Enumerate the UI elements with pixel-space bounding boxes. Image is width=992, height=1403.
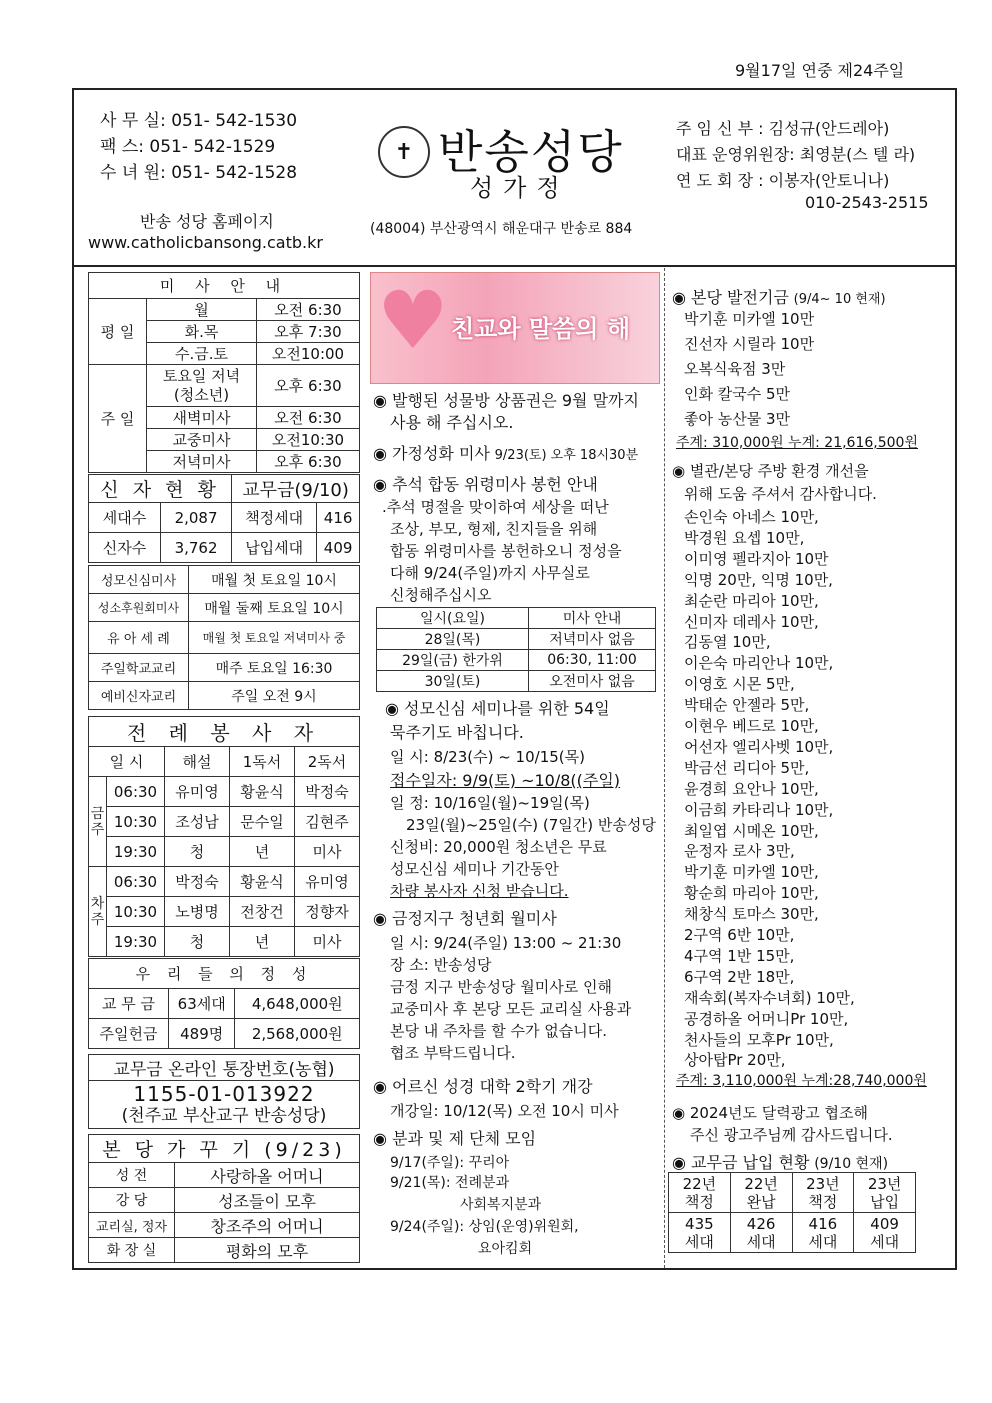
server-name: 유미영 [295,867,360,897]
stat-label: 책정세대 [232,503,317,533]
server-time: 19:30 [107,837,165,867]
chuseok-table [376,607,656,692]
believers-table [88,474,360,563]
kitchen-donor: 박금선 리디아 5만, [684,758,810,777]
stat-label: 세대수 [89,503,161,533]
server-time: 06:30 [107,777,165,807]
mass-time: 오후 6:30 [257,365,360,407]
server-name: 년 [230,837,295,867]
due-status-table [668,1172,916,1253]
server-name: 미사 [295,837,360,867]
stat-value: 416 [317,503,360,533]
kitchen-title: ◉ 별관/본당 주방 환경 개선을 [672,462,869,480]
mass-day: 토요일 저녁 (청소년) [147,365,257,407]
fund-period: (9/4~ 10 현재) [793,292,886,307]
heart-icon: ♥ [377,274,449,367]
stat-label: 납입세대 [232,533,317,563]
kitchen-donor: 박경원 요셉 10만, [684,528,805,547]
seminar-title: ◉ 성모신심 세미나를 위한 54일 [385,699,610,718]
youth-title: ◉ 금정지구 청년회 월미사 [373,909,557,928]
staff-phone: 010-2543-2515 [805,193,929,212]
offering-table [88,958,360,1049]
event-time: 주일 오전 9시 [189,682,360,710]
calendar-notice-2: 주신 광고주님께 감사드립니다. [690,1126,893,1144]
offering-label: 교 무 금 [89,989,169,1019]
week-label: 차주 [89,867,107,957]
chuseok-line: 다해 9/24(주일)까지 사무실로 [390,564,590,582]
server-time: 10:30 [107,897,165,927]
due-header: 23년 납입 [854,1173,916,1213]
due-value: 435 세대 [669,1213,731,1253]
offering-amount: 2,568,000원 [235,1019,360,1049]
account-title: 교무금 온라인 통장번호(농협) [89,1055,360,1081]
seminar-title-2: 묵주기도 바칩니다. [390,723,524,742]
kitchen-title-2: 위해 도움 주셔서 감사합니다. [684,485,877,503]
believers-title: 신 자 현 황 [89,475,232,503]
calendar-notice: ◉ 2024년도 달력광고 협조해 [672,1104,868,1122]
server-name: 청 [165,927,230,957]
stat-value: 409 [317,533,360,563]
server-name: 박정숙 [165,867,230,897]
groups-line: 사회복지분과 [460,1197,542,1213]
chuseok-mass: 저녁미사 없음 [529,629,656,650]
chuseok-mass: 06:30, 11:00 [529,650,656,671]
due-status-heading [672,1150,888,1173]
fund-item: 박기훈 미카엘 10만 [684,310,815,328]
groups-line: 9/24(주일): 상임(운영)위원회, [390,1219,579,1235]
server-time: 06:30 [107,867,165,897]
mass-time: 오전 6:30 [257,299,360,321]
kitchen-donor: 재속회(복자수녀회) 10만, [684,988,855,1007]
bible-line: 개강일: 10/12(목) 오전 10시 미사 [390,1102,619,1120]
mass-time: 오후 6:30 [257,451,360,473]
kitchen-donor: 박태순 안젤라 5만, [684,696,810,715]
stat-label: 신자수 [89,533,161,563]
event-time: 매월 첫 토요일 10시 [189,566,360,594]
event-time: 매월 첫 토요일 저녁미사 중 [189,622,360,654]
servers-header: 해설 [165,747,230,777]
kitchen-donor: 최순란 마리아 10만, [684,591,819,610]
cleaning-place: 교리실, 정자 [89,1213,175,1238]
cleaning-place: 강 당 [89,1188,175,1213]
kitchen-donor: 이영호 시몬 5만, [684,675,795,694]
mass-day: 교중미사 [147,429,257,451]
seminar-line: 일 정: 10/16일(월)~19일(목) [390,794,590,812]
due-value: 426 세대 [730,1213,792,1253]
event-label: 예비신자교리 [89,682,189,710]
seminar-line: 신청비: 20,000원 청소년은 무료 [390,838,607,856]
youth-line: 본당 내 주차를 할 수가 없습니다. [390,1022,607,1040]
server-name: 김현주 [295,807,360,837]
kitchen-donor: 운정자 로사 3만, [684,842,795,861]
kitchen-donor: 신미자 데레사 10만, [684,612,819,631]
account-owner: (천주교 부산교구 반송성당) [121,1105,327,1126]
chuseok-line: 신청해주십시오 [390,586,492,604]
groups-line: 9/21(목): 전례분과 [390,1175,510,1191]
server-name: 정향자 [295,897,360,927]
kitchen-donor: 이미영 펠라지아 10만 [684,549,829,568]
kitchen-donor: 6구역 2반 18만, [684,967,795,986]
kitchen-donor: 4구역 1반 15만, [684,946,795,965]
chuseok-line: .추석 명절을 맞이하여 세상을 떠난 [382,498,609,516]
event-label: 성모신심미사 [89,566,189,594]
groups-line: 요아킴회 [478,1241,533,1257]
youth-line: 교중미사 후 본당 모든 교리실 사용과 [390,1000,632,1018]
fund-item: 인화 칼국수 5만 [684,385,791,403]
event-label: 주일학교교리 [89,654,189,682]
servers-table [88,716,360,957]
office-phone: 사 무 실: 051- 542-1530 [100,111,298,131]
cleaning-place: 화 장 실 [89,1238,175,1263]
staff-prayer: 연 도 회 장 : 이봉자(안토니나) [676,171,890,190]
stat-value: 2,087 [160,503,231,533]
kitchen-donor: 황순희 마리아 10만, [684,884,819,903]
kitchen-donor: 최일엽 시메온 10만, [684,821,819,840]
issue-date: 9월17일 연중 제24주일 [735,61,905,80]
kitchen-donor: 어선자 엘리사벳 10만, [684,737,834,756]
chuseok-mass: 오전미사 없음 [529,671,656,692]
church-logo-icon: ✝ [378,126,430,178]
column-divider [664,268,665,1268]
mass-day: 새벽미사 [147,407,257,429]
server-time: 10:30 [107,807,165,837]
gift-notice: ◉ 발행된 성물방 상품권은 9월 말까지 [373,391,639,410]
header-divider [72,265,957,267]
due-title: 교무금(9/10) [232,475,360,503]
event-label: 성소후원회미사 [89,594,189,622]
account-number: 1155-01-013922 [133,1081,315,1106]
fund-title: ◉ 본당 발전기금 [672,288,789,307]
server-name: 노병명 [165,897,230,927]
mass-time: 오후 7:30 [257,321,360,343]
staff-pastor: 주 임 신 부 : 김성규(안드레아) [676,119,890,138]
server-name: 청 [165,837,230,867]
kitchen-donor: 이은숙 마리안나 10만, [684,654,834,673]
server-name: 조성남 [165,807,230,837]
offering-title: 우 리 들 의 정 성 [89,959,360,989]
cleaning-title: 본 당 가 꾸 기 (9/23) [89,1135,360,1163]
cleaning-table [88,1134,360,1263]
mass-day: 월 [147,299,257,321]
seminar-line: 성모신심 세미나 기간동안 [390,860,559,878]
fund-heading [672,285,886,308]
bible-title: ◉ 어르신 성경 대학 2학기 개강 [373,1077,593,1096]
convent-phone: 수 녀 원: 051- 542-1528 [100,163,298,183]
kitchen-donor: 이현우 베드로 10만, [684,717,819,735]
account-table [88,1054,360,1129]
due-header: 22년 책정 [669,1173,731,1213]
week-label: 금주 [89,777,107,867]
fax-number: 팩 스: 051- 542-1529 [100,137,276,157]
fund-item: 오복식육점 3만 [684,360,786,378]
sunday-label: 주 일 [89,365,147,473]
chuseok-day: 28일(목) [377,629,529,650]
server-name: 황윤식 [230,867,295,897]
due-value: 416 세대 [792,1213,854,1253]
stat-value: 3,762 [160,533,231,563]
servers-header: 1독서 [230,747,295,777]
staff-council: 대표 운영위원장: 최영분(스 텔 라) [676,145,916,164]
seminar-line: 접수일자: 9/9(토) ~10/8((주일) [390,771,621,790]
mass-time: 오전10:30 [257,429,360,451]
groups-line: 9/17(주일): 꾸리아 [390,1155,510,1171]
server-name: 년 [230,927,295,957]
cleaning-group: 창조주의 어머니 [175,1213,360,1238]
kitchen-donor: 상아탑Pr 20만, [684,1051,786,1070]
kitchen-donor: 2구역 6반 10만, [684,926,795,944]
due-header: 22년 완납 [730,1173,792,1213]
seminar-line: 차량 봉사자 신청 받습니다. [390,882,569,900]
offering-count: 489명 [168,1019,235,1049]
gift-notice-line: 사용 해 주십시오. [390,413,514,432]
seminar-line: 일 시: 8/23(수) ~ 10/15(목) [390,748,585,766]
chuseok-line: 조상, 부모, 형제, 친지들을 위해 [390,520,598,538]
family-mass-time: 9/23(토) 오후 18시30분 [494,448,639,463]
server-name: 문수일 [230,807,295,837]
mass-time: 오전 6:30 [257,407,360,429]
family-mass-notice [373,441,638,464]
chuseok-header: 일시(요일) [377,608,529,629]
year-banner-image [370,272,660,384]
mass-table [88,272,360,473]
offering-label: 주일헌금 [89,1019,169,1049]
servers-title: 전 례 봉 사 자 [89,717,360,747]
homepage-link[interactable]: www.catholicbansong.catb.kr [88,233,323,252]
kitchen-donor: 천사들의 모후Pr 10만, [684,1030,834,1049]
server-name: 유미영 [165,777,230,807]
bulletin-subtitle: 성가정 [470,174,570,202]
server-name: 전창건 [230,897,295,927]
server-name: 황윤식 [230,777,295,807]
kitchen-donor: 채창식 토마스 30만, [684,905,819,924]
kitchen-donor: 윤경희 요안나 10만, [684,779,819,798]
kitchen-donor: 익명 20만, 익명 10만, [684,570,833,589]
mass-day: 저녁미사 [147,451,257,473]
due-status-period: (9/10 현재) [814,1156,889,1172]
kitchen-donor: 공경하올 어머니Pr 10만, [684,1009,849,1028]
due-status-title: ◉ 교무금 납입 현황 [672,1153,810,1172]
chuseok-title: ◉ 추석 합동 위령미사 봉헌 안내 [373,475,598,494]
chuseok-line: 합동 위령미사를 봉헌하오니 정성을 [390,542,622,560]
offering-amount: 4,648,000원 [235,989,360,1019]
servers-header: 일 시 [89,747,165,777]
kitchen-donor: 박기훈 미카엘 10만, [684,863,819,882]
chuseok-day: 29일(금) 한가위 [377,650,529,671]
kitchen-donor: 이금희 카타리나 10만, [684,800,834,819]
event-label: 유 아 세 례 [89,622,189,654]
banner-text: 친교와 말씀의 해 [451,315,630,343]
seminar-line: 23일(월)~25일(수) (7일간) 반송성당 [406,816,656,834]
cleaning-group: 사랑하올 어머니 [175,1163,360,1188]
events-table [88,565,360,710]
cleaning-group: 평화의 모후 [175,1238,360,1263]
kitchen-donor: 김동열 10만, [684,633,771,652]
server-name: 미사 [295,927,360,957]
offering-count: 63세대 [168,989,235,1019]
church-name: 반송성당 [438,125,624,179]
fund-total: 주계: 310,000원 누계: 21,616,500원 [676,435,918,451]
cleaning-group: 성조들이 모후 [175,1188,360,1213]
event-time: 매주 토요일 16:30 [189,654,360,682]
youth-line: 장 소: 반송성당 [390,956,492,974]
youth-line: 금정 지구 반송성당 월미사로 인해 [390,978,612,996]
servers-header: 2독서 [295,747,360,777]
family-mass-title: ◉ 가정성화 미사 [373,444,490,463]
groups-title: ◉ 분과 및 제 단체 모임 [373,1129,537,1148]
kitchen-total: 주계: 3,110,000원 누계:28,740,000원 [676,1073,927,1089]
due-value: 409 세대 [854,1213,916,1253]
fund-item: 진선자 시릴라 10만 [684,335,815,353]
server-name: 박정숙 [295,777,360,807]
server-time: 19:30 [107,927,165,957]
chuseok-day: 30일(토) [377,671,529,692]
youth-line: 일 시: 9/24(주일) 13:00 ~ 21:30 [390,934,622,952]
weekday-label: 평 일 [89,299,147,365]
due-header: 23년 책정 [792,1173,854,1213]
kitchen-donor: 손인숙 아네스 10만, [684,508,819,526]
fund-item: 좋아 농산물 3만 [684,410,791,428]
mass-time: 오전10:00 [257,343,360,365]
homepage-label: 반송 성당 홈페이지 [140,212,274,231]
mass-day: 수.금.토 [147,343,257,365]
event-time: 매월 둘째 토요일 10시 [189,594,360,622]
chuseok-header: 미사 안내 [529,608,656,629]
youth-line: 협조 부탁드립니다. [390,1044,516,1062]
cleaning-place: 성 전 [89,1163,175,1188]
mass-title: 미 사 안 내 [89,273,360,299]
church-address: (48004) 부산광역시 해운대구 반송로 884 [370,221,633,237]
mass-day: 화.목 [147,321,257,343]
